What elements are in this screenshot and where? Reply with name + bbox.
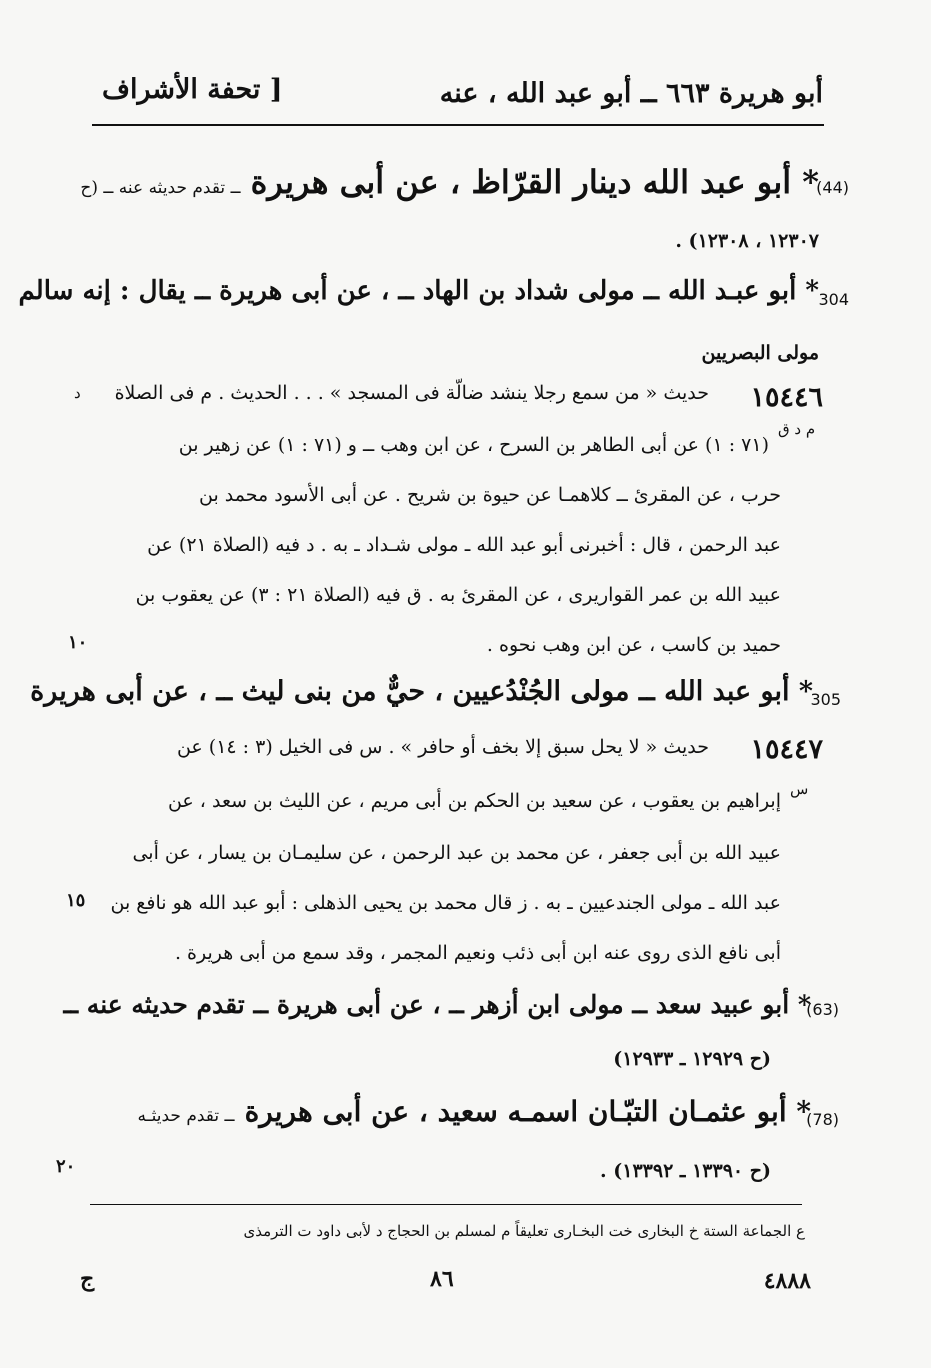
hadith-line: حميد بن كاسب ، عن ابن وهب نحوه . <box>486 634 781 656</box>
hadith-number: ١٥٤٤٧ <box>750 734 823 765</box>
hadith-line: (٧١ : ١) عن أبى الطاهر بن السرح ، عن ابن وهب ــ و (٧١ : ١) عن زهير بن <box>178 434 769 456</box>
entry-heading: * أبو عبيد سعد ــ مولى ابن أزهر ــ ، عن أبى هريرة ــ تقدم حديثه عنه ــ <box>63 990 811 1019</box>
hadith-line: حديث « من سمع رجلا ينشد ضالّة فى المسجد » . . . الحديث . م فى الصلاة <box>114 382 709 404</box>
volume-signature: ج <box>80 1266 95 1292</box>
margin-siglum: د <box>74 384 81 402</box>
hadith-line: عبيد الله بن أبى جعفر ، عن محمد بن عبد الرحمن ، عن سليمـان بن يسار ، عن أبى <box>132 842 781 864</box>
entry-number: (63) <box>806 1000 839 1019</box>
entry-heading <box>138 1094 811 1128</box>
hadith-line: عبيد الله بن عمر القواريرى ، عن المقرئ به . ق فيه (الصلاة ٢١ : ٣) عن يعقوب بن <box>135 584 781 606</box>
heading-main: * أبو عبد الله دينار القرّاظ ، عن أبى هريرة <box>250 163 819 201</box>
page-number: ٨٦ <box>430 1266 454 1292</box>
entry-number: (44) <box>816 178 849 197</box>
heading-note: ــ تقدم حديثـه <box>137 1106 235 1126</box>
entry-reference: ١٢٣٠٧ ، ١٢٣٠٨) . <box>675 230 819 252</box>
entry-heading: * أبو عبـد الله ــ مولى شداد بن الهاد ــ ، عن أبى هريرة ــ يقال : إنه سالم <box>18 276 819 306</box>
entry-number: 305 <box>810 690 841 709</box>
entry-heading <box>80 163 819 201</box>
running-header-left-text: [ تحفة الأشراف <box>102 74 283 105</box>
entry-number: 304 <box>818 290 849 309</box>
line-number-10: ١٠ <box>68 632 88 653</box>
abbreviation-key: ع الجماعة الستة خ البخارى خت البخـارى تعليقاً م لمسلم بن الحجاج د لأبى داود ت الترمذى <box>243 1222 805 1240</box>
entry-reference: (ح ١٢٩٢٩ ـ ١٢٩٣٣) <box>613 1048 771 1070</box>
entry-number: (78) <box>806 1110 839 1129</box>
header-rule <box>92 124 824 126</box>
heading-note: ــ تقدم حديثه عنه ــ (ح <box>80 178 241 198</box>
entry-heading: * أبو عبد الله ــ مولى الجُنْدُعيين ، حيٌّ من بنى ليث ــ ، عن أبى هريرة <box>30 676 813 707</box>
hadith-line: إبراهيم بن يعقوب ، عن سعيد بن الحكم بن أبى مريم ، عن الليث بن سعد ، عن <box>167 790 781 812</box>
hadith-number: ١٥٤٤٦ <box>750 382 823 413</box>
hadith-line: أبى نافع الذى روى عنه ابن أبى ذئب ونعيم المجمر ، وقد سمع من أبى هريرة . <box>174 942 781 964</box>
footnote-rule <box>90 1204 802 1205</box>
hadith-line: عبد الرحمن ، قال : أخبرنى أبو عبد الله ـ مولى شـداد ـ به . د فيه (الصلاة ٢١) عن <box>147 534 781 556</box>
heading-main: * أبو عثمـان التبّـان اسمـه سعيد ، عن أبى هريرة <box>244 1095 811 1128</box>
margin-siglum: م د ق <box>778 420 816 438</box>
entry-heading-continued: مولى البصريين <box>701 342 819 364</box>
footer-sequence-number: ٤٨٨٨ <box>763 1268 811 1294</box>
hadith-line: حرب ، عن المقرئ ــ كلاهمـا عن حيوة بن شريح . عن أبى الأسود محمد بن <box>199 484 781 506</box>
running-header-right: أبو هريرة ٦٦٣ ــ أبو عبد الله ، عنه <box>439 78 823 109</box>
entry-reference: (ح ١٣٣٩٠ ـ ١٣٣٩٢) . <box>600 1160 771 1182</box>
hadith-line: حديث « لا يحل سبق إلا بخف أو حافر » . س فى الخيل (٣ : ١٤) عن <box>176 736 709 758</box>
line-number-20: ٢٠ <box>56 1156 76 1177</box>
line-number-15: ١٥ <box>66 890 86 911</box>
margin-siglum: س <box>790 780 809 798</box>
hadith-line: عبد الله ـ مولى الجندعيين ـ به . ز قال محمد بن يحيى الذهلى : أبو عبد الله هو نافع بن <box>110 892 781 914</box>
running-header-left <box>102 74 283 105</box>
